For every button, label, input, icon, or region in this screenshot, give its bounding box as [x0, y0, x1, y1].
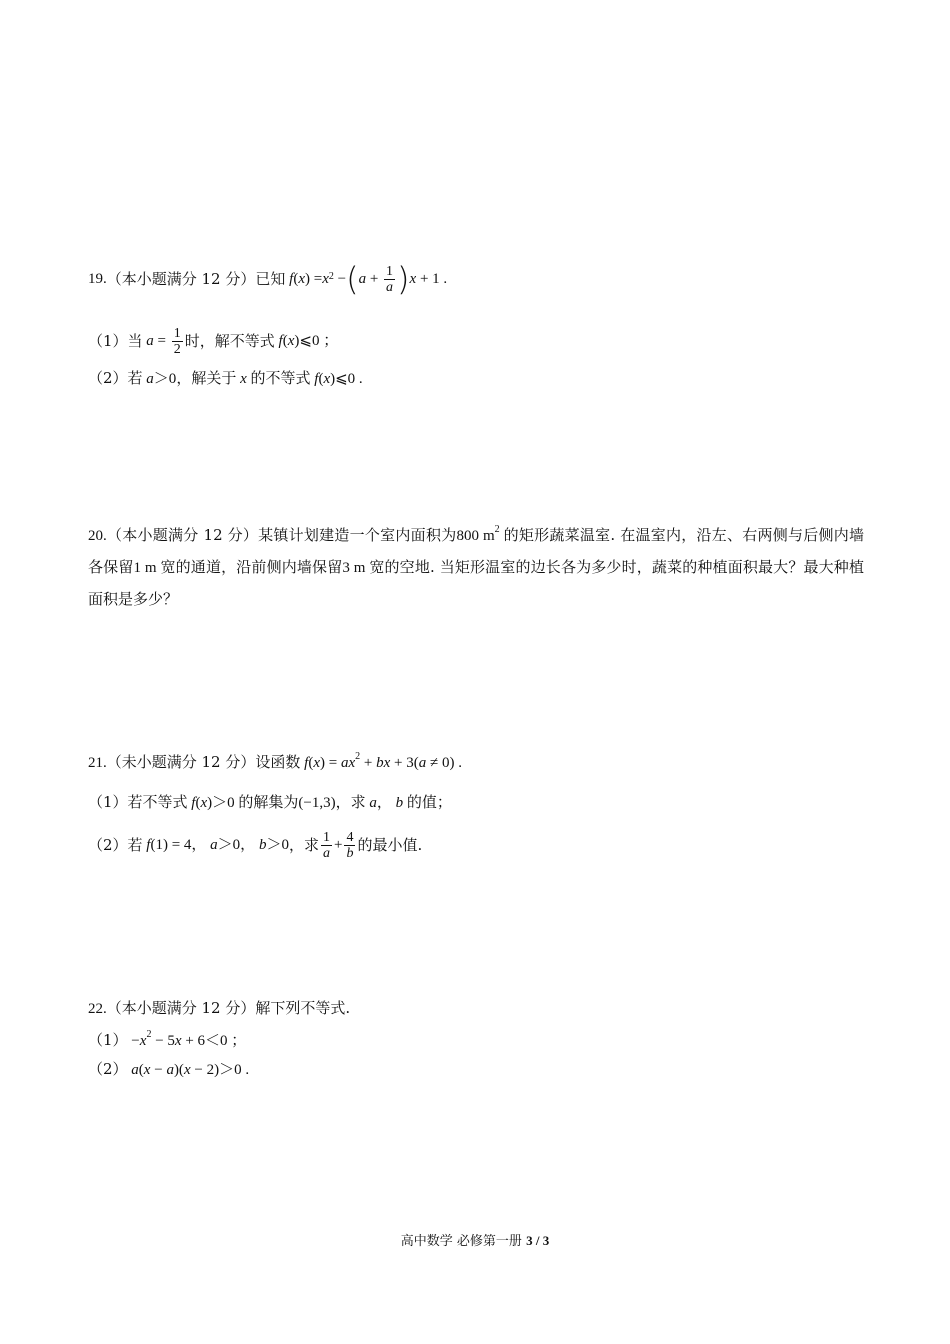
q21-part1-text: 的解集为	[238, 793, 299, 811]
q20-w1: 1	[133, 560, 141, 576]
q19-intro: 已知	[255, 270, 286, 288]
q21-part1: （1）若不等式 f(x)＞0 的解集为(−1,3)，求 a， b 的值；	[88, 793, 452, 811]
q19-number: 19.	[88, 271, 107, 287]
q19-part1: （1）当 a = $\frac{1}{2}$ 时，解不等式 f ( x )⩽0 ；	[88, 325, 339, 357]
q22-part1: $(1) -x^2 - 5x + 6<0$ ；	[88, 1029, 247, 1049]
q22-part2: （2） a(x − a)(x − 2)＞0 .	[88, 1060, 250, 1078]
q21-part2-text: ，求	[288, 836, 319, 854]
q21-part2-text2: 的最小值.	[357, 836, 423, 854]
q21-part1-text2: ，求	[335, 793, 366, 811]
q19-part1-label: （1）当	[88, 332, 143, 350]
q21-part2: （2）若 f (1) = 4， a ＞0， b ＞0 ，求 $\frac{1}{a}$ + $\frac{4}{b}$ 的最小值.	[88, 829, 423, 861]
q22-stem	[88, 997, 350, 1020]
q20-w3: 3	[342, 560, 350, 576]
q19-frac: $\frac{1}{a}$	[386, 263, 394, 295]
q20-stem: 20.（本小题满分 12 分）某镇计划建造一个室内面积为800 $m^2$ 的矩形蔬菜温室. 在温室内，沿左、右两侧与后侧内墙各保留1 m 宽的通道，沿前侧内墙保留3 m 宽的空地. 当矩形温室的边长各为多少时，蔬菜的种植面积最大？最大种植面积是多少？	[88, 524, 864, 608]
q20-text-a: 某镇计划建造一个室内面积为	[258, 526, 457, 544]
q19-formula: f	[285, 271, 294, 287]
q22-part1-label: （1）	[88, 1031, 128, 1049]
footer-page-number: 3 / 3	[526, 1233, 550, 1248]
q19-part2-text: ，解关于	[176, 369, 237, 387]
q21-number: 21.	[88, 755, 107, 771]
q20-area: 800	[456, 528, 479, 544]
q22-intro: 解下列不等式.	[255, 999, 351, 1017]
q21-score: （未小题满分 12 分）	[106, 753, 256, 771]
q22-number: 22.	[88, 1001, 107, 1017]
q22-part2-label: （2）	[88, 1060, 128, 1078]
q19-part1-text: 时，解不等式	[184, 332, 275, 350]
q21-stem: 21.（未小题满分 12 分）设函数 $f(x) = ax^2$ + bx + 3(a ≠ 0) .	[88, 751, 462, 771]
q21-intro: 设函数	[255, 753, 301, 771]
q20-text-b: 的矩形蔬菜温室. 在温室内，沿左、右两侧与后侧内墙各保留	[88, 526, 864, 576]
q20-text-d: 宽的空地. 当矩形温室的边长各为多少时，蔬菜的种植面积最大？最大种植面积是多少？	[88, 558, 864, 608]
q21-part1-text3: 的值；	[406, 793, 452, 811]
footer-title: 高中数学 必修第一册	[400, 1234, 522, 1249]
q19-part2-label: （2）若	[88, 369, 143, 387]
q21-part1-label: （1）若不等式	[88, 793, 188, 811]
q21-part2-label: （2）若	[88, 836, 143, 854]
q22-score: （本小题满分 12 分）	[106, 999, 256, 1017]
q19-part2-text2: 的不等式	[250, 369, 311, 387]
q20-number: 20.	[88, 528, 107, 544]
q19-part2: （2）若 a＞0，解关于 x 的不等式 f(x)⩽0 .	[88, 369, 363, 387]
q19-score: （本小题满分 12 分）	[106, 270, 256, 288]
page-footer	[0, 1230, 950, 1249]
q20-text-c: 宽的通道，沿前侧内墙保留	[160, 558, 343, 576]
q19-stem: 19. （本小题满分 12 分） 已知 f ( x ) = x $^2$ − ( a + $\frac{1}{a}$ ) x + 1 .	[88, 260, 448, 298]
q20-score: （本小题满分 12 分）	[106, 526, 259, 544]
